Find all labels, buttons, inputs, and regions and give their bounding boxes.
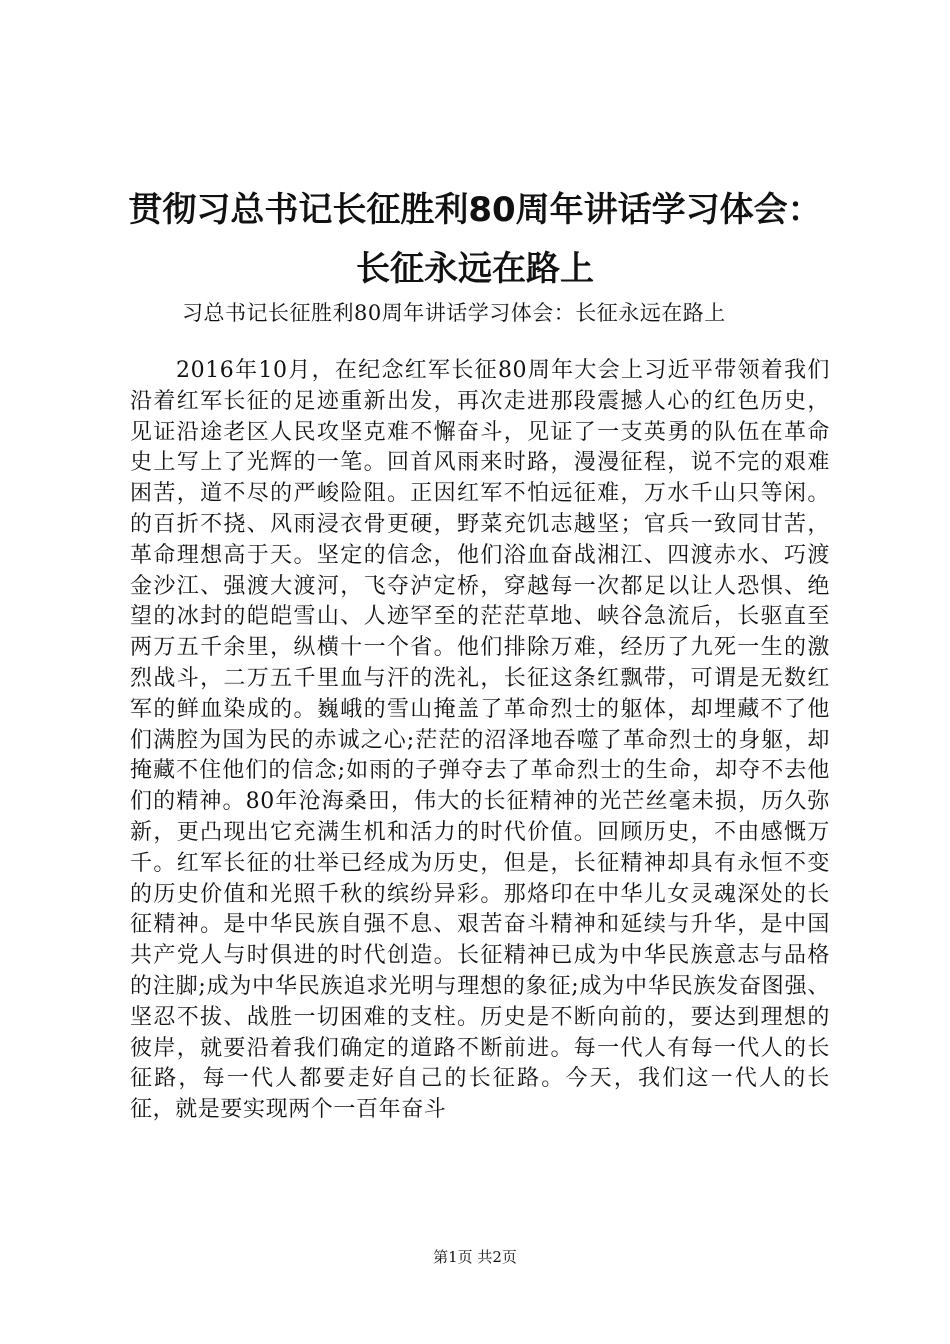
page-number-footer: 第1页 共2页 (433, 1248, 517, 1266)
document-body-paragraph: 2016年10月，在纪念红军长征80周年大会上习近平带领着我们沿着红军长征的足迹重新出发，再次走进那段震撼人心的红色历史，见证沿途老区人民攻坚克难不懈奋斗，见证了一支英勇的队伍在革命史上写上了光辉的一笔。回首风雨来时路，漫漫征程，说不完的艰难困苦，道不尽的严峻险阻。正因红军不怕远征难，万水千山只等闲。的百折不挠、风雨浸衣骨更硬，野菜充饥志越坚；官兵一致同甘苦，革命理想高于天。坚定的信念，他们浴血奋战湘江、四渡赤水、巧渡金沙江、强渡大渡河，飞夺泸定桥，穿越每一次都足以让人恐惧、绝望的冰封的皑皑雪山、人迹罕至的茫茫草地、峡谷急流后，长驱直至两万五千余里，纵横十一个省。他们排除万难，经历了九死一生的激烈战斗，二万五千里血与汗的洗礼，长征这条红飘带，可谓是无数红军的鲜血染成的。巍峨的雪山掩盖了革命烈士的躯体，却埋藏不了他们满腔为国为民的赤诚之心;茫茫的沼泽地吞噬了革命烈士的身躯，却掩藏不住他们的信念;如雨的子弹夺去了革命烈士的生命，却夺不去他们的精神。80年沧海桑田，伟大的长征精神的光芒丝毫未损，历久弥新，更凸现出它充满生机和活力的时代价值。回顾历史，不由感慨万千。红军长征的壮举已经成为历史，但是，长征精神却具有永恒不变的历史价值和光照千秋的缤纷异彩。那烙印在中华儿女灵魂深处的长征精神。是中华民族自强不息、艰苦奋斗精神和延续与升华，是中国共产党人与时俱进的时代创造。长征精神已成为中华民族意志与品格的注脚;成为中华民族追求光明与理想的象征;成为中华民族发奋图强、坚忍不拔、战胜一切困难的支柱。历史是不断向前的，要达到理想的彼岸，就要沿着我们确定的道路不断前进。每一代人有每一代人的长征路，每一代人都要走好自己的长征路。今天，我们这一代人的长征，就是要实现两个一百年奋斗 (130, 358, 830, 1123)
document-subtitle: 习总书记长征胜利80周年讲话学习体会：长征永远在路上 (182, 301, 726, 325)
document-title-line-2: 长征永远在路上 (356, 249, 594, 289)
document-title-line-1: 贯彻习总书记长征胜利80周年讲话学习体会： (128, 190, 822, 230)
